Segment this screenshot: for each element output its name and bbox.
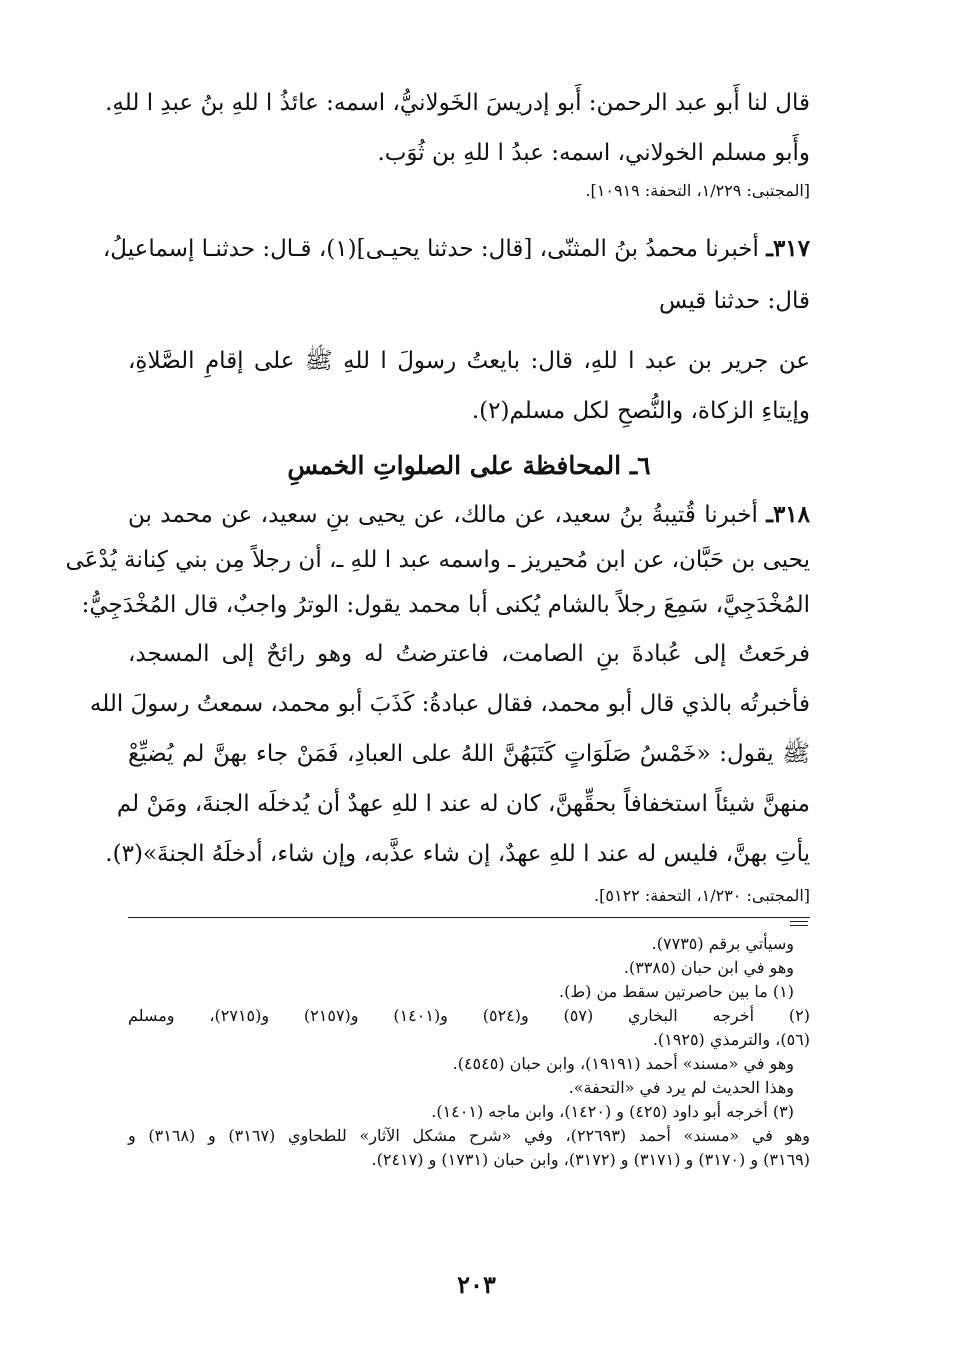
footnote-line: وهذا الحديث لم يرد في «التحفة». (568, 1078, 794, 1097)
text-line: يحيى بن حَبَّان، عن ابن مُحيريز ـ واسمه عبد ا للهِ ـ، أن رجلاً مِن بني كِنانة يُدْعَى (65, 547, 810, 573)
footnote-line: (٣١٦٩) و (٣١٧٠) و (٣١٧١) و (٣١٧٢)، وابن حبان (١٧٣١) و (٢٤١٧). (371, 1150, 810, 1169)
page-number: ٢٠٣ (457, 1270, 496, 1299)
text-line: فأخبرتُه بالذي قال أبو محمد، فقال عبادةُ: كَذَبَ أبو محمد، سمعتُ رسولَ الله (89, 691, 810, 717)
source-reference: [المجتبى: ١/٢٣٠، التحفة: ٥١٢٢]. (594, 886, 810, 905)
text-line: منهنَّ شيئاً استخفافاً بحقِّهنَّ، كان له عند ا للهِ عهدٌ أن يُدخلَه الجنةَ، ومَنْ لم (116, 791, 810, 817)
text-line: ٣١٨ـ أخبرنا قُتيبةُ بنُ سعيد، عن مالك، عن يحيى بنِ سعيد، عن محمد بن (128, 501, 810, 528)
hadith-number: ٣١٨ـ (766, 501, 810, 528)
text-line: ٣١٧ـ أخبرنا محمدُ بنُ المثنّى، [قال: حدثنا يحيـى](١)، قـال: حدثنـا إسماعيلُ، (102, 235, 810, 262)
text-line: عن جرير بن عبد ا للهِ، قال: بايعتُ رسولَ ا للهِ ﷺ على إقامِ الصَّلاةِ، (128, 348, 810, 374)
main-text (65, 78, 810, 907)
footnote-line: (٢) أخرجه البخاري (٥٧) و(٥٢٤) و(١٤٠١) و(٢١٥٧) و(٢٧١٥)، ومسلم (128, 1006, 810, 1025)
text-line: قال: حدثنا قيس (659, 288, 810, 314)
text-line: يأتِ بهنَّ، فليس له عند ا للهِ عهدٌ، إن شاء عذَّبه، وإن شاء، أدخلَهُ الجنةَ»(٣). (105, 841, 810, 867)
footnote-line: وهو في «مسند» أحمد (١٩١٩١)، وابن حبان (٤٥٤٥). (452, 1054, 794, 1073)
hadith-317 (102, 224, 810, 328)
text-line: وإيتاءِ الزكاة، والنُّصحِ لكل مسلم(٢). (471, 398, 810, 424)
text-line: وأَبو مسلم الخولاني، اسمه: عبدُ ا للهِ بن ثُوَب. (377, 140, 810, 166)
chapter-heading: ٦ـ المحافظة على الصلواتِ الخمسِ (287, 451, 651, 480)
text-line: المُخْدَجِيَّ، سَمِعَ رجلاً بالشام يُكنى أبا محمد يقول: الوترُ واجبٌ، قال المُخْدَجِيُّ: (81, 592, 810, 618)
footnotes (128, 932, 810, 1172)
footnote-divider-mark (790, 921, 808, 926)
hadith-318-matn (89, 629, 810, 879)
source-reference: [المجتبى: ١/٢٢٩، التحفة: ١٠٩١٩]. (585, 181, 810, 200)
hadith-number: ٣١٧ـ (766, 235, 810, 262)
footnote-line: وسيأتي برقم (٧٧٣٥). (651, 934, 794, 953)
footnote-line: وهو في «مسند» أحمد (٢٢٦٩٣)، وفي «شرح مشكل الآثار» للطحاوي (٣١٦٧) و (٣١٦٨) و (128, 1126, 811, 1145)
footnote-divider (128, 917, 810, 918)
text-line: ﷺ يقول: «خَمْسُ صَلَوَاتٍ كَتَبَهُنَّ اللهُ على العبادِ، فَمَنْ جاء بهنَّ لم يُضيِّعْ (128, 741, 810, 767)
hadith-318-isnad (65, 490, 810, 625)
footnote-line: (١) ما بين حاصرتين سقط من (ط). (559, 982, 794, 1001)
hadith-317-matn (128, 336, 810, 436)
footnote-line: وهو في ابن حبان (٣٣٨٥). (623, 958, 794, 977)
hadith-316-end (105, 78, 810, 178)
text-line: قال لنا أَبو عبد الرحمن: أَبو إدريسَ الخَولانيُّ، اسمه: عائذُ ا للهِ بنُ عبدِ ا للهِ. (105, 90, 810, 116)
text-line: فرحَعتُ إلى عُبادةَ بنِ الصامت، فاعترضتُ له وهو رائحٌ إلى المسجد، (128, 641, 810, 667)
footnote-line: (٣) أخرجه أبو داود (٤٢٥) و (١٤٢٠)، وابن ماجه (١٤٠١). (431, 1102, 794, 1121)
footnote-line: (٥٦)، والترمذي (١٩٢٥). (652, 1030, 810, 1049)
